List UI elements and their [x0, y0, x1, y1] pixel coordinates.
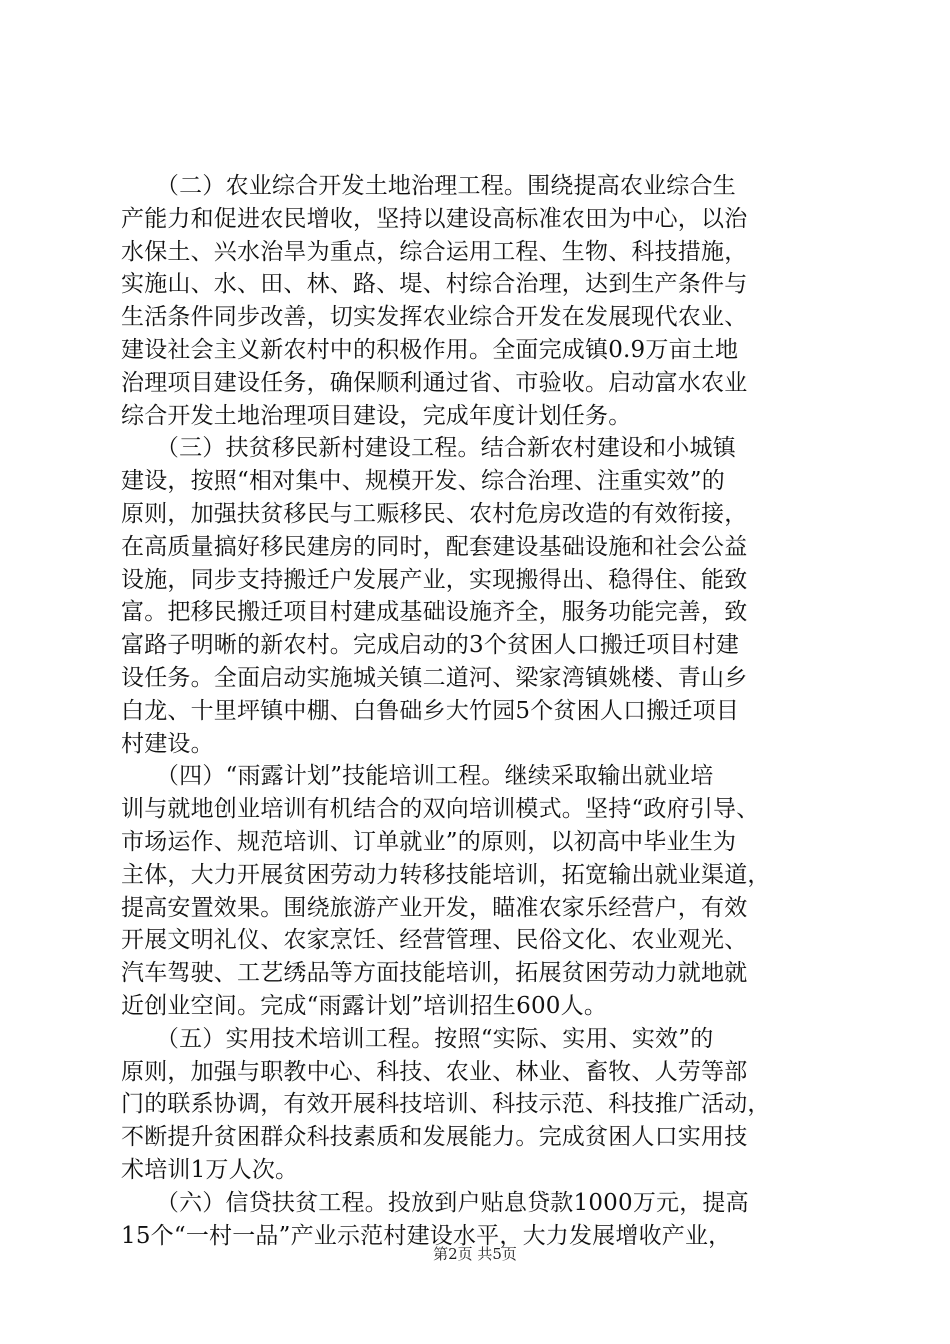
text-line: 训与就地创业培训有机结合的双向培训模式。坚持“政府引导、: [121, 796, 760, 823]
text-line: （四）“雨露计划”技能培训工程。继续采取输出就业培: [121, 763, 714, 790]
text-line: 富路子明晰的新农村。完成启动的3个贫困人口搬迁项目村建: [121, 632, 740, 659]
text-line: 治理项目建设任务，确保顺利通过省、市验收。启动富水农业: [121, 369, 748, 396]
text-line: 白龙、十里坪镇中棚、白鲁础乡大竹园5个贫困人口搬迁项目: [121, 697, 740, 724]
text-line: 15个“一村一品”产业示范村建设水平，大力发展增收产业，: [121, 1222, 732, 1249]
text-line: 开展文明礼仪、农家烹饪、经营管理、民俗文化、农业观光、: [121, 927, 748, 954]
text-line: 在高质量搞好移民建房的同时，配套建设基础设施和社会公益: [121, 533, 748, 560]
text-line: 水保土、兴水治旱为重点，综合运用工程、生物、科技措施，: [121, 238, 748, 265]
text-line: （六）信贷扶贫工程。投放到户贴息贷款1000万元，提高: [121, 1189, 749, 1216]
text-line: 市场运作、规范培训、订单就业”的原则，以初高中毕业生为: [121, 828, 737, 855]
text-line: 主体，大力开展贫困劳动力转移技能培训，拓宽输出就业渠道，: [121, 861, 771, 888]
text-line: 设任务。全面启动实施城关镇二道河、梁家湾镇姚楼、青山乡: [121, 664, 748, 691]
text-line: 建设社会主义新农村中的积极作用。全面完成镇0.9万亩土地: [121, 336, 739, 363]
text-line: 术培训1万人次。: [121, 1156, 299, 1183]
text-line: 不断提升贫困群众科技素质和发展能力。完成贫困人口实用技: [121, 1124, 748, 1151]
text-line: 富。把移民搬迁项目村建成基础设施齐全，服务功能完善，致: [121, 599, 748, 626]
text-line: 原则，加强扶贫移民与工赈移民、农村危房改造的有效衔接，: [121, 500, 748, 527]
text-line: 近创业空间。完成“雨露计划”培训招生600人。: [121, 992, 608, 1019]
text-line: 提高安置效果。围绕旅游产业开发，瞄准农家乐经营户，有效: [121, 894, 748, 921]
text-line: 生活条件同步改善，切实发挥农业综合开发在发展现代农业、: [121, 304, 748, 331]
text-line: （五）实用技术培训工程。按照“实际、实用、实效”的: [121, 1025, 714, 1052]
text-line: 综合开发土地治理项目建设，完成年度计划任务。: [121, 402, 632, 429]
text-line: 实施山、水、田、林、路、堤、村综合治理，达到生产条件与: [121, 271, 748, 298]
document-body: [121, 170, 833, 1252]
text-line: 原则，加强与职教中心、科技、农业、林业、畜牧、人劳等部: [121, 1058, 748, 1085]
page-footer: 第2页 共5页: [433, 1245, 517, 1263]
text-line: 设施，同步支持搬迁户发展产业，实现搬得出、稳得住、能致: [121, 566, 748, 593]
text-line: 建设，按照“相对集中、规模开发、综合治理、注重实效”的: [121, 468, 725, 495]
text-line: 汽车驾驶、工艺绣品等方面技能培训，拓展贫困劳动力就地就: [121, 960, 748, 987]
text-line: 门的联系协调，有效开展科技培训、科技示范、科技推广活动，: [121, 1091, 771, 1118]
text-line: （二）农业综合开发土地治理工程。围绕提高农业综合生: [121, 173, 736, 199]
text-line: 村建设。: [121, 730, 214, 757]
text-line: （三）扶贫移民新村建设工程。结合新农村建设和小城镇: [121, 435, 736, 462]
text-line: 产能力和促进农民增收，坚持以建设高标准农田为中心，以治: [121, 205, 748, 232]
